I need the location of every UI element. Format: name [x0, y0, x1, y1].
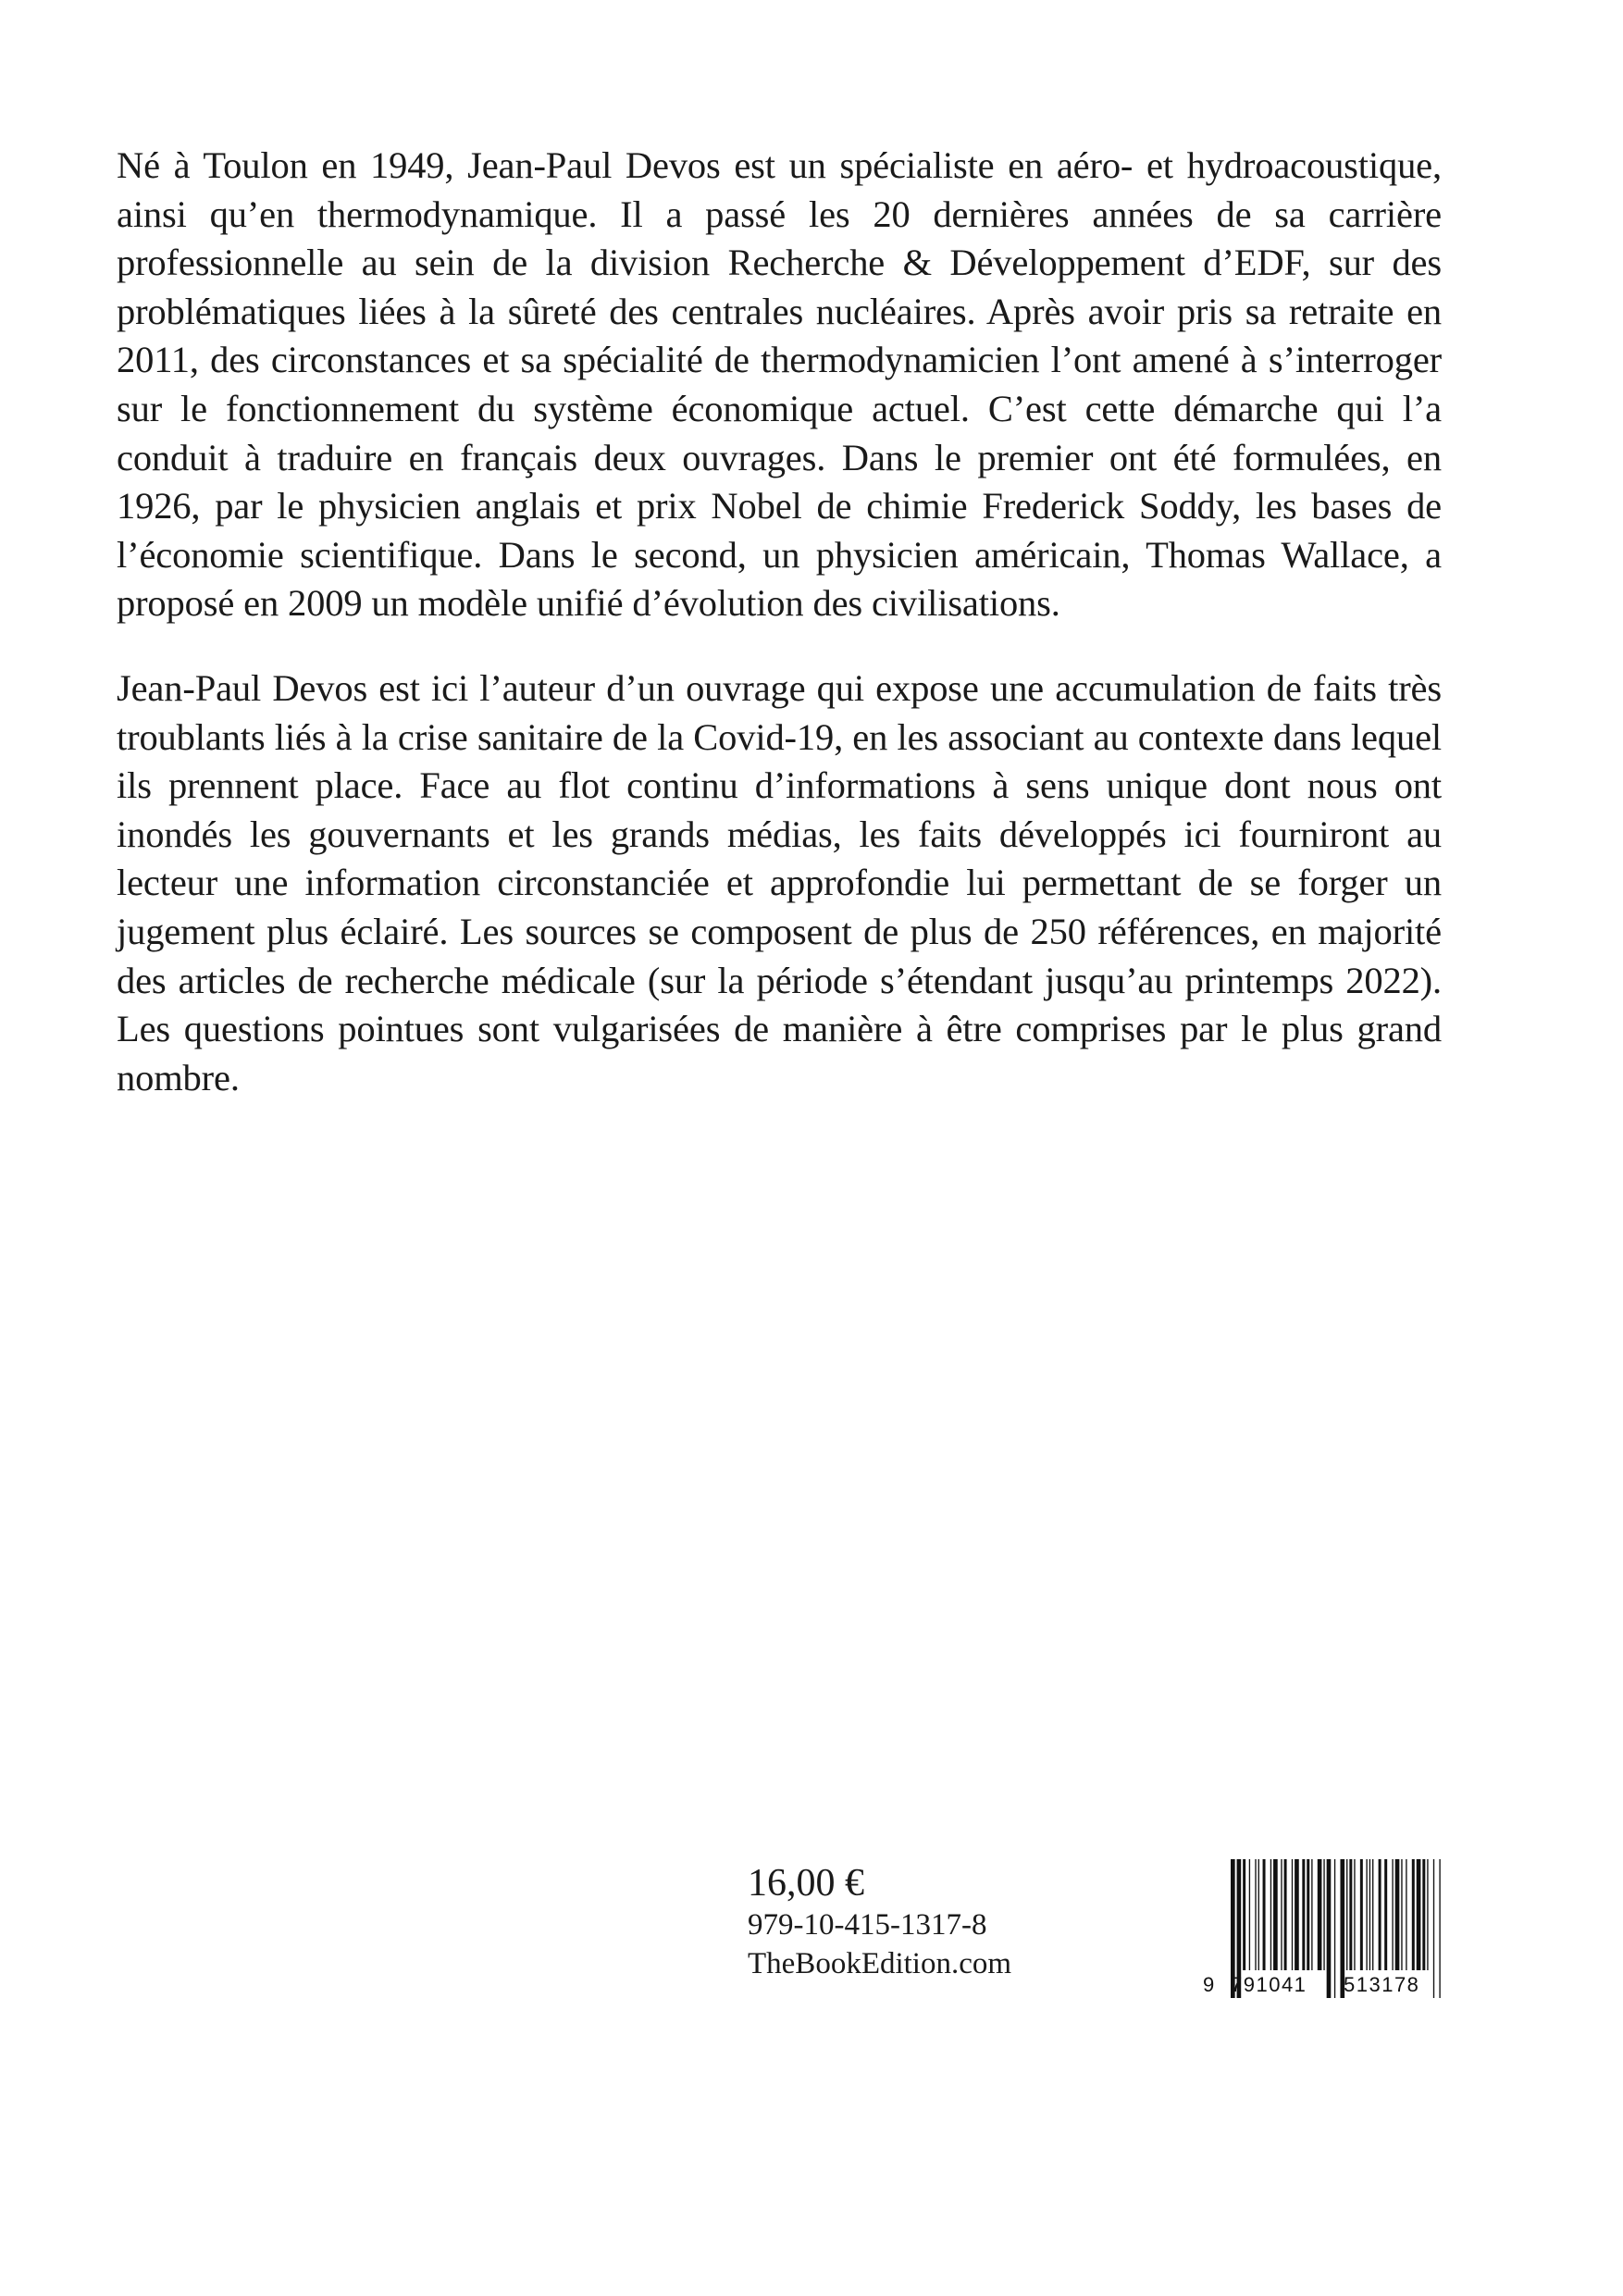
barcode-bar-34	[1412, 1859, 1415, 1970]
barcode-bar-11	[1292, 1859, 1293, 1970]
barcode-bar-6	[1263, 1859, 1266, 1970]
barcode-bar-13	[1302, 1859, 1305, 1970]
blurb-text	[117, 142, 1442, 1102]
barcode-bar-32	[1401, 1859, 1402, 1970]
barcode-bar-15	[1311, 1859, 1312, 1970]
book-summary-paragraph: Jean-Paul Devos est ici l’auteur d’un ouvrage qui expose une accumulation de faits très troublants liés à la crise sanitaire de la Covid-19, en les associant au contexte dans lequel ils prennent place. Face au flot continu d’informations à sens unique dont nous ont inondés les gouvernants et les grands médias, les faits développés ici fourniront au lecteur une information circonstanciée et approfondie lui permettant de se forger un jugement plus éclairé. Les sources se composent de plus de 250 références, en majorité des articles de recherche médicale (sur la période s’étendant jusqu’au printemps 2022). Les questions pointues sont vulgarisées de manière à être comprises par le plus grand nombre.	[117, 666, 1442, 1098]
barcode-left-group: 791041	[1231, 1973, 1307, 1996]
publisher-label: TheBookEdition.com	[748, 1947, 1012, 1980]
barcode-bar-25	[1366, 1859, 1367, 1970]
barcode-bar-35	[1417, 1859, 1421, 1970]
barcode-bar-7	[1270, 1859, 1271, 1970]
author-bio-paragraph: Né à Toulon en 1949, Jean-Paul Devos est un spécialiste en aéro- et hydroacoustique, ainsi qu’en thermodynamique. Il a passé les 20 dernières années de sa carrière professionnelle au sein de la division Recherche & Développement d’EDF, sur des problématiques liées à la sûreté des centrales nucléaires. Après avoir pris sa retraite en 2011, des circonstances et sa spécialité de thermodynamicien l’ont amené à s’interroger sur le fonctionnement du système économique actuel. C’est cette démarche qui l’a conduit à traduire en français deux ouvrages. Dans le premier ont été formulées, en 1926, par le physicien anglais et prix Nobel de chimie Frederick Soddy, les bases de l’économie scientifique. Dans le second, un physicien américain, Thomas Wallace, a proposé en 2009 un modèle unifié d’évolution des civilisations.	[117, 144, 1442, 625]
barcode-bar-24	[1360, 1859, 1363, 1970]
price-label: 16,00 €	[748, 1862, 864, 1905]
barcode-bar-23	[1354, 1859, 1355, 1970]
barcode-bar-10	[1284, 1859, 1287, 1970]
barcode-bar-8	[1273, 1859, 1278, 1970]
barcode-right-group: 513178	[1344, 1973, 1420, 1996]
isbn-label: 979-10-415-1317-8	[748, 1908, 987, 1942]
barcode-bar-28	[1379, 1859, 1381, 1970]
barcode-bar-31	[1395, 1859, 1400, 1970]
barcode-bar-5	[1258, 1859, 1259, 1970]
barcode-bar-27	[1372, 1859, 1373, 1970]
barcode-bar-16	[1318, 1859, 1322, 1970]
barcode-bar-26	[1369, 1859, 1370, 1970]
barcode-bar-2	[1243, 1859, 1245, 1970]
barcode-bar-17	[1323, 1859, 1324, 1970]
publication-info	[748, 1861, 1192, 1983]
barcode-bar-29	[1384, 1859, 1387, 1970]
barcode-bar-21	[1346, 1859, 1347, 1970]
barcode-bar-22	[1349, 1859, 1352, 1970]
barcode-bar-12	[1295, 1859, 1299, 1970]
barcode-bar-3	[1249, 1859, 1250, 1970]
barcode-bar-9	[1281, 1859, 1282, 1970]
barcode-bar-37	[1427, 1859, 1428, 1970]
barcode-digits	[1203, 1971, 1448, 1999]
barcode-bar-14	[1307, 1859, 1309, 1970]
barcode-bar-30	[1392, 1859, 1393, 1970]
barcode-bar-36	[1422, 1859, 1425, 1970]
barcode-bar-4	[1255, 1859, 1256, 1970]
barcode-first-digit: 9	[1203, 1973, 1215, 1996]
